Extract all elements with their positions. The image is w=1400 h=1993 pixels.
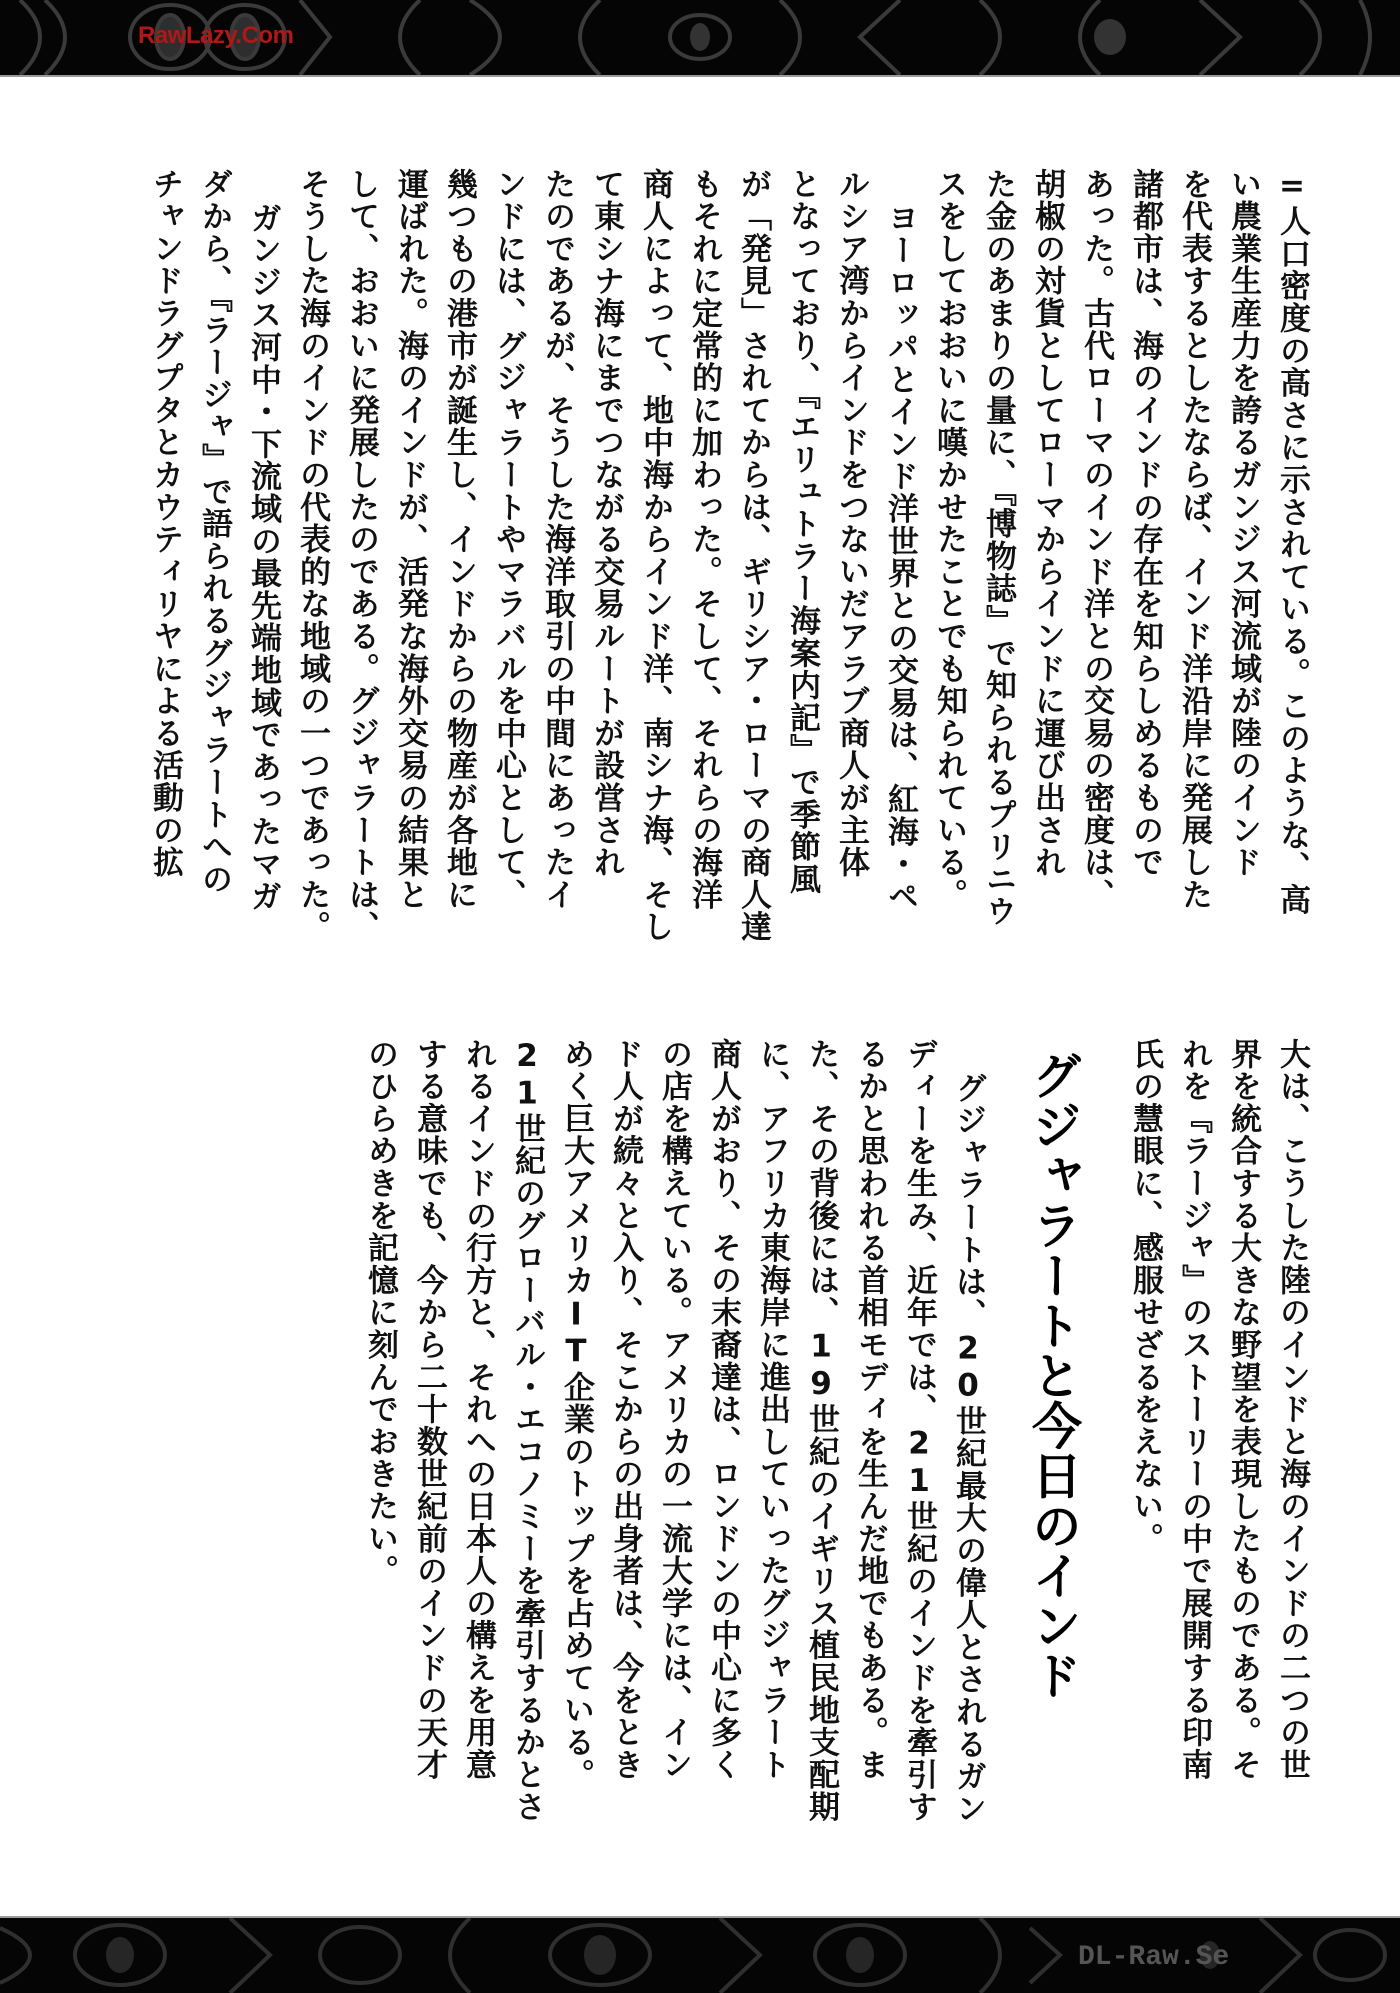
text-column: ド人が続々と入り、そこからの出身者は、今をとき bbox=[607, 1038, 643, 1781]
text-column: 大は、こうした陸のインドと海のインドの二つの世 bbox=[1274, 1038, 1310, 1781]
text-column: 21世紀のグローバル・エコノミーを牽引するかとさ bbox=[509, 1038, 545, 1824]
text-column: 商人によって、地中海からインド洋、南シナ海、そし bbox=[637, 168, 673, 944]
text-column: たのであるが、そうした海洋取引の中間にあったイ bbox=[539, 168, 575, 911]
text-column: そうした海のインドの代表的な地域の一つであった。 bbox=[294, 168, 330, 944]
text-column: ンドには、グジャラートやマラバルを中心として、 bbox=[490, 168, 526, 911]
text-column: する意味でも、今から二十数世紀前のインドの天才 bbox=[411, 1038, 447, 1781]
text-column: 氏の慧眼に、感服せざるをえない。 bbox=[1127, 1038, 1163, 1555]
text-column: ルシア湾からインドをつないだアラブ商人が主体 bbox=[833, 168, 869, 879]
bottom-text-block bbox=[351, 1038, 1312, 1825]
text-column: ダから、『ラージャ』で語られるグジャラートへの bbox=[196, 168, 232, 896]
text-column: を代表するとしたならば、インド洋沿岸に発展した bbox=[1176, 168, 1212, 911]
section-heading: グジャラートと今日のインド bbox=[1024, 1050, 1083, 1700]
text-column: =人口密度の高さに示されている。このような、高 bbox=[1274, 168, 1310, 916]
text-column: 運ばれた。海のインドが、活発な海外交易の結果と bbox=[392, 168, 428, 911]
text-column: の店を構えている。アメリカの一流大学には、イン bbox=[656, 1038, 692, 1781]
text-column: スをしておおいに嘆かせたことでも知られている。 bbox=[931, 168, 967, 911]
text-column: るかと思われる首相モディを生んだ地でもある。ま bbox=[852, 1038, 888, 1781]
text-column: あった。古代ローマのインド洋との交易の密度は、 bbox=[1078, 168, 1114, 911]
text-column: れを『ラージャ』のストーリーの中で展開する印南 bbox=[1176, 1038, 1212, 1781]
text-column-paragraph-start: グジャラートは、20世紀最大の偉人とされるガン bbox=[950, 1072, 986, 1825]
text-column-paragraph-start: ヨーロッパとインド洋世界との交易は、紅海・ペ bbox=[882, 202, 918, 913]
text-column-paragraph-start: ガンジス河中・下流域の最先端地域であったマガ bbox=[245, 202, 281, 913]
text-column: ディーを生み、近年では、21世紀のインドを牽引す bbox=[901, 1038, 937, 1824]
text-column: 胡椒の対貨としてローマからインドに運び出され bbox=[1029, 168, 1065, 879]
bottom-decorative-band bbox=[0, 1916, 1400, 1993]
text-column: めく巨大アメリカIT企業のトップを占めている。 bbox=[558, 1038, 594, 1791]
top-decorative-band bbox=[0, 0, 1400, 77]
watermark-dl-raw: DL-Raw.Se bbox=[1078, 1942, 1230, 1973]
text-column: が「発見」されてからは、ギリシア・ローマの商人達 bbox=[735, 168, 771, 944]
top-text-block bbox=[136, 168, 1312, 943]
text-column: 幾つもの港市が誕生し、インドからの物産が各地に bbox=[441, 168, 477, 911]
text-column: もそれに定常的に加わった。そして、それらの海洋 bbox=[686, 168, 722, 911]
text-column: 諸都市は、海のインドの存在を知らしめるもので bbox=[1127, 168, 1163, 879]
text-column: れるインドの行方と、それへの日本人の構えを用意 bbox=[460, 1038, 496, 1781]
text-column: た金のあまりの量に、『博物誌』で知られるプリニウ bbox=[980, 168, 1016, 928]
text-column: して、おおいに発展したのである。グジャラートは、 bbox=[343, 168, 379, 944]
text-column: に、アフリカ東海岸に進出していったグジャラート bbox=[754, 1038, 790, 1781]
text-column: い農業生産力を誇るガンジス河流域が陸のインド bbox=[1225, 168, 1261, 879]
text-column: 界を統合する大きな野望を表現したものである。そ bbox=[1225, 1038, 1261, 1781]
text-column: のひらめきを記憶に刻んでおきたい。 bbox=[362, 1038, 398, 1588]
text-column: た、その背後には、19世紀のイギリス植民地支配期 bbox=[803, 1038, 839, 1824]
text-column: チャンドラグプタとカウティリヤによる活動の拡 bbox=[147, 168, 183, 879]
watermark-rawlazy: RawLazy.Com bbox=[138, 22, 294, 49]
text-column: 商人がおり、その末裔達は、ロンドンの中心に多く bbox=[705, 1038, 741, 1781]
text-column: て東シナ海にまでつながる交易ルートが設営され bbox=[588, 168, 624, 879]
text-column: となっており、『エリュトラー海案内記』で季節風 bbox=[784, 168, 820, 896]
